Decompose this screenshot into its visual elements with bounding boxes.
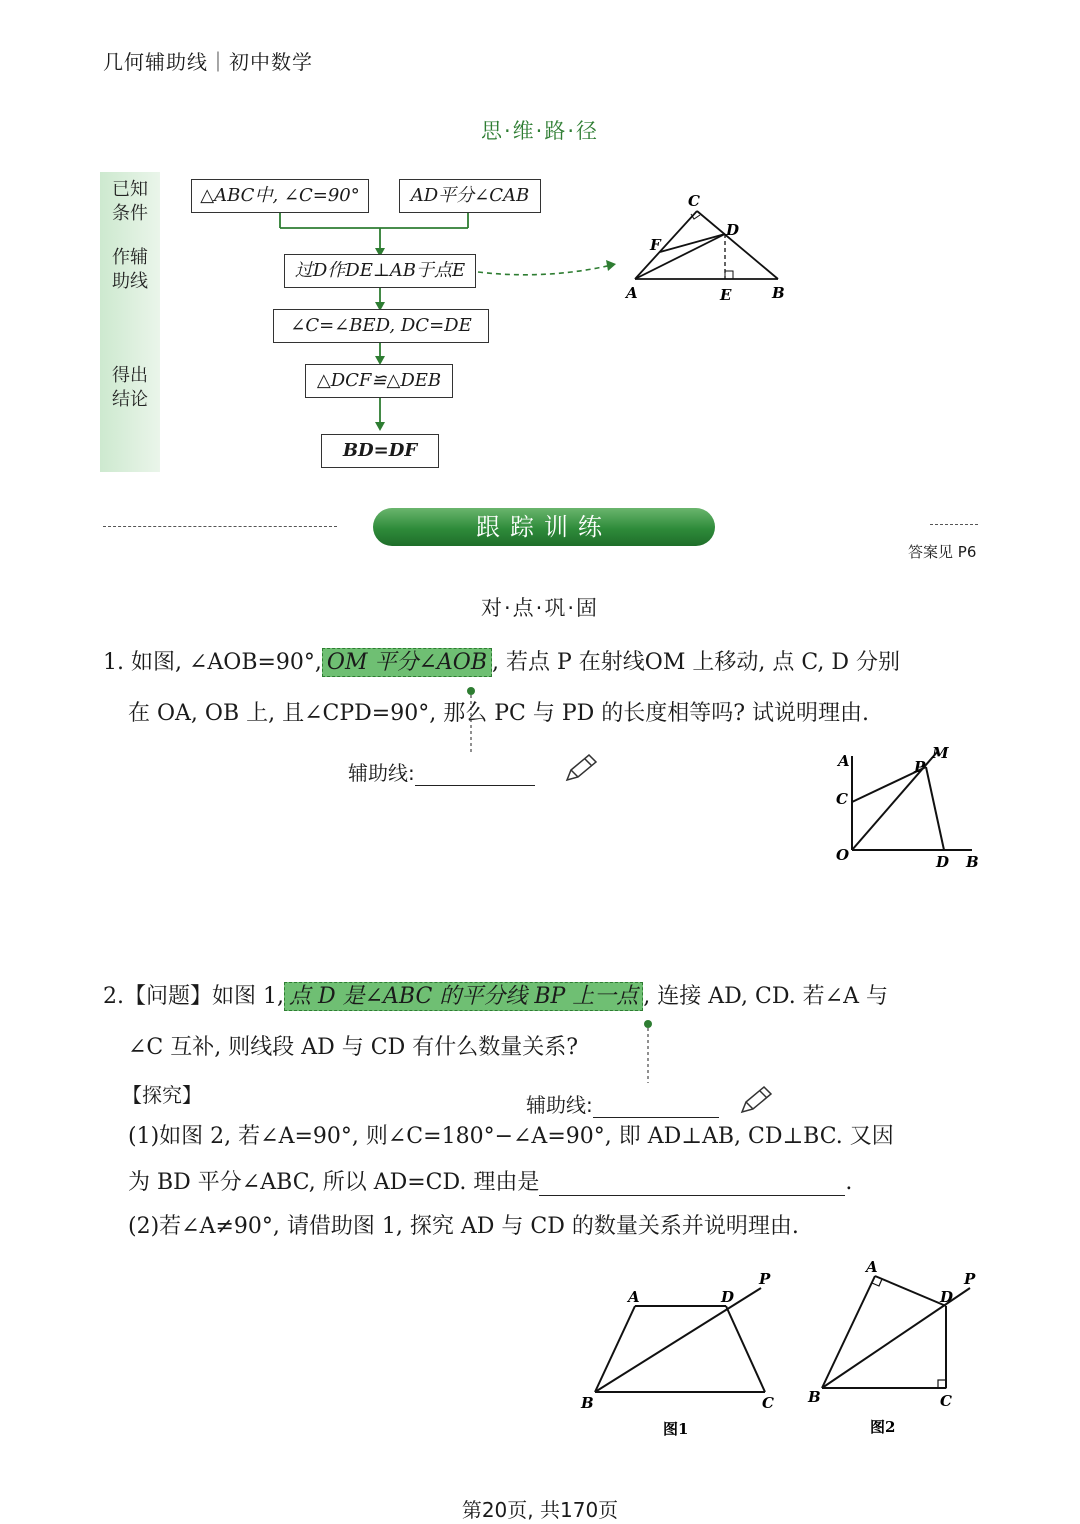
sub-title: 对·点·巩·固 — [480, 596, 600, 620]
q2-explore: 【探究】 — [122, 1083, 202, 1107]
fig1-label-d: D — [721, 1288, 735, 1306]
divider-left — [103, 526, 337, 527]
q2-aux-label: 辅助线: — [526, 1093, 593, 1117]
construct-box: 过D作DE⊥AB于点E — [284, 254, 476, 288]
tab-conclusion: 得出 结论 — [100, 306, 160, 472]
q1-aux-label: 辅助线: — [348, 761, 415, 785]
header-title: 几何辅助线｜初中数学 — [103, 50, 313, 74]
q2-aux-blank[interactable] — [593, 1095, 719, 1118]
q1-aux-row — [348, 760, 535, 786]
q1-highlight: OM 平分∠AOB — [322, 648, 492, 677]
label-e: E — [720, 286, 732, 304]
fig1-label-p: P — [759, 1270, 771, 1288]
conclusion-box: BD=DF — [321, 434, 439, 468]
label-d: D — [726, 221, 740, 239]
dashed-arrow — [476, 255, 626, 285]
q1-aux-blank[interactable] — [415, 763, 535, 786]
q1-label-m: M — [932, 744, 949, 762]
given-box-1: △ABC中, ∠C=90° — [191, 179, 369, 213]
section-banner: 跟踪训练 — [373, 508, 715, 546]
answer-reference: 答案见 P6 — [908, 543, 977, 561]
q2-part1-text: 为 BD 平分∠ABC, 所以 AD=CD. 理由是 — [128, 1170, 540, 1195]
q1-label-o: O — [836, 846, 850, 864]
fig2-label-b: B — [808, 1388, 821, 1406]
fig1-label-c: C — [762, 1394, 774, 1412]
q1-label-b: B — [966, 853, 979, 871]
q1-text-b: , 若点 P 在射线OM 上移动, 点 C, D 分别 — [492, 650, 900, 675]
divider-right — [930, 524, 978, 525]
thinking-path-title: 思·维·路·径 — [480, 119, 600, 143]
q1-label-d: D — [936, 853, 950, 871]
q1-line1 — [103, 650, 900, 676]
q2-figure-1 — [575, 1268, 785, 1443]
q1-label-c: C — [836, 790, 848, 808]
q2-highlight: 点 D 是∠ABC 的平分线 BP 上一点 — [284, 982, 643, 1011]
fig1-label-b: B — [581, 1394, 594, 1412]
fig2-label-p: P — [964, 1270, 976, 1288]
given-box-2: AD平分∠CAB — [399, 179, 541, 213]
fig2-label-d: D — [940, 1288, 954, 1306]
fig2-label-a: A — [866, 1258, 878, 1276]
label-a: A — [626, 284, 638, 302]
q2-part1-line1: (1)如图 2, 若∠A=90°, 则∠C=180°−∠A=90°, 即 AD⊥AB, CD⊥BC. 又因 — [128, 1124, 894, 1149]
pencil-icon — [738, 1084, 774, 1116]
fig2-label-c: C — [940, 1392, 952, 1410]
q2-text-a: 2.【问题】如图 1, — [103, 984, 284, 1009]
q2-part2: (2)若∠A≠90°, 请借助图 1, 探究 AD 与 CD 的数量关系并说明理由. — [128, 1214, 799, 1239]
q2-pointer — [642, 1019, 654, 1085]
q2-line1 — [103, 984, 888, 1010]
q2-reason-blank[interactable] — [539, 1171, 845, 1196]
q2-part1-line2 — [128, 1170, 852, 1196]
page-footer: 第20页, 共170页 — [461, 1498, 619, 1522]
fig2-caption: 图2 — [870, 1418, 896, 1436]
q1-label-a: A — [838, 752, 850, 770]
fig1-caption: 图1 — [663, 1420, 689, 1438]
triangle-figure — [620, 190, 800, 305]
q1-figure — [832, 738, 992, 878]
fig1-label-a: A — [628, 1288, 640, 1306]
step1-box: ∠C=∠BED, DC=DE — [273, 309, 489, 343]
q2-figure-2 — [800, 1258, 990, 1438]
q2-part1-end: . — [845, 1170, 853, 1195]
label-c: C — [688, 192, 700, 210]
tab-auxiliary: 作辅 助线 — [100, 240, 160, 306]
q2-aux-row — [526, 1092, 719, 1118]
label-b: B — [772, 284, 785, 302]
q1-line2: 在 OA, OB 上, 且∠CPD=90°, 那么 PC 与 PD 的长度相等吗? 试说明理由. — [128, 701, 870, 726]
q2-line2: ∠C 互补, 则线段 AD 与 CD 有什么数量关系? — [128, 1035, 579, 1060]
q1-label-p: P — [914, 758, 926, 776]
q1-text-a: 1. 如图, ∠AOB=90°, — [103, 650, 322, 675]
tab-given: 已知 条件 — [100, 172, 160, 240]
label-f: F — [650, 236, 661, 254]
step2-box: △DCF≌△DEB — [305, 364, 453, 398]
q2-text-b: , 连接 AD, CD. 若∠A 与 — [643, 984, 888, 1009]
pencil-icon — [563, 752, 599, 784]
